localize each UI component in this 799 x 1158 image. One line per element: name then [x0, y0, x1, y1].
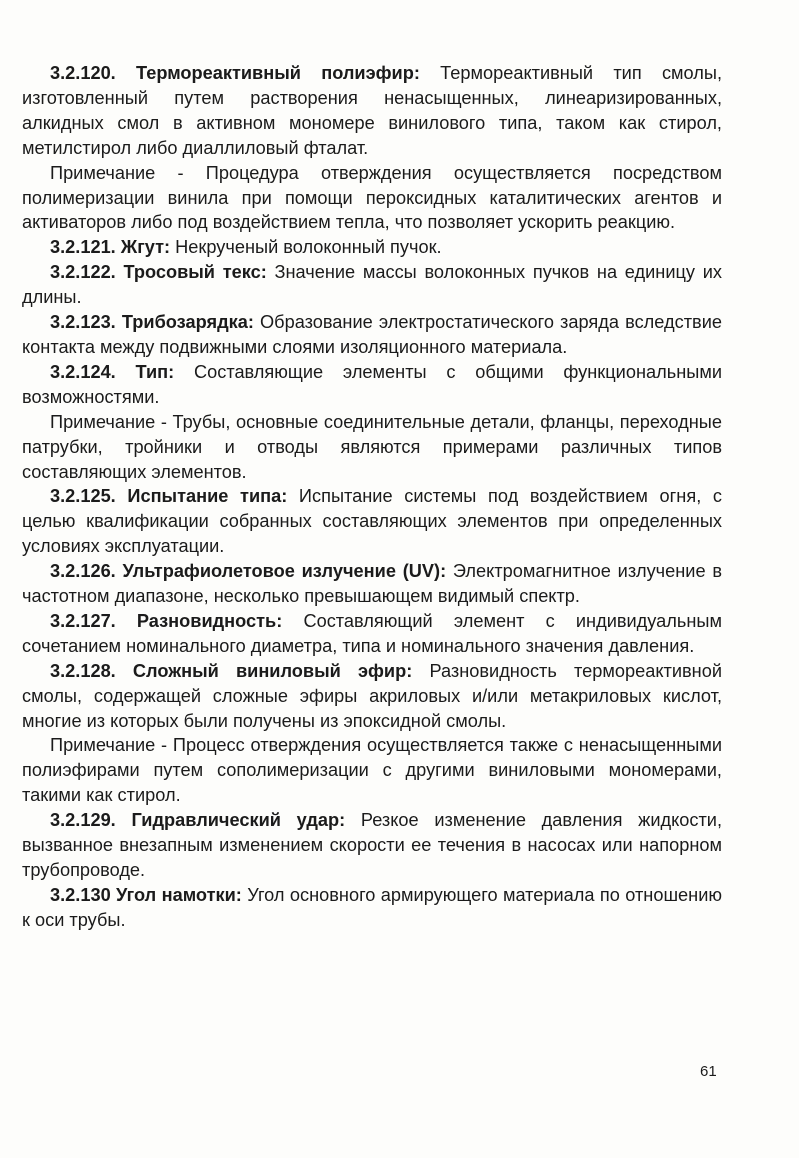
term-label: 3.2.126. Ультрафиолетовое излучение (UV):: [50, 561, 447, 582]
term-label: 3.2.130 Угол намотки:: [50, 884, 242, 905]
definition-3-2-129: [22, 808, 722, 883]
note-text: Примечание - Процедура отверждения осуществляется посредством полимеризации винила при помощи пероксидных каталитических агентов и активаторов либо под воздействием тепла, что позволяет ускорить реакцию.: [22, 162, 722, 233]
page-number: 61: [700, 1063, 717, 1080]
definition-3-2-121: [22, 235, 722, 260]
definition-3-2-128: [22, 659, 722, 734]
term-label: 3.2.120. Термореактивный полиэфир:: [50, 63, 420, 83]
term-label: 3.2.129. Гидравлический удар:: [50, 810, 346, 831]
term-label: 3.2.123. Трибозарядка:: [50, 312, 254, 333]
definition-text: Значение массы волоконных пучков на единицу их длины.: [22, 262, 722, 308]
definition-text: Резкое изменение давления жидкости, вызванное внезапным изменением скорости ее течения в насосах или напорном трубопроводе.: [22, 810, 722, 880]
definition-text: Составляющие элементы с общими функциональными возможностями.: [22, 361, 722, 407]
term-label: 3.2.124. Тип:: [50, 361, 175, 382]
note-text: Примечание - Трубы, основные соединительные детали, фланцы, переходные патрубки, тройники и отводы являются примерами различных типов составляющих элементов.: [22, 411, 722, 482]
definition-3-2-127: [22, 609, 722, 659]
term-label: 3.2.127. Разновидность:: [50, 610, 283, 631]
term-label: 3.2.125. Испытание типа:: [50, 486, 288, 507]
definition-text: Разновидность термореактивной смолы, содержащей сложные эфиры акриловых и/или метакриловых кислот, многие из которых были получены из эпоксидной смолы.: [22, 660, 722, 731]
definition-text: Некрученый волоконный пучок.: [170, 237, 442, 258]
definition-text: Электромагнитное излучение в частотном диапазоне, несколько превышающем видимый спектр.: [22, 561, 722, 607]
document-body: [22, 61, 722, 933]
definition-3-2-125: [22, 484, 722, 559]
definition-text: Образование электростатического заряда вследствие контакта между подвижными слоями изоляционного материала.: [22, 312, 722, 357]
note-paragraph: [22, 410, 722, 485]
definition-text: Термореактивный тип смолы, изготовленный путем растворения ненасыщенных, линеаризированных, алкидных смол в активном мономере винилового типа, таком как стирол, метилстирол либо диаллиловый фталат.: [22, 63, 722, 158]
note-paragraph: [22, 733, 722, 808]
term-label: 3.2.122. Тросовый текс:: [50, 262, 267, 283]
definition-3-2-126: [22, 559, 722, 609]
definition-text: Составляющий элемент с индивидуальным сочетанием номинального диаметра, типа и номинального значения давления.: [22, 610, 723, 656]
definition-3-2-122: [22, 260, 722, 310]
term-label: 3.2.121. Жгут:: [50, 237, 171, 258]
definition-3-2-130: [22, 883, 722, 933]
definition-3-2-120: [22, 61, 722, 161]
definition-text: Угол основного армирующего материала по отношению к оси трубы.: [22, 884, 722, 930]
definition-3-2-123: [22, 310, 722, 360]
note-text: Примечание - Процесс отверждения осуществляется также с ненасыщенными полиэфирами путем сополимеризации с другими виниловыми мономерами, такими как стирол.: [22, 735, 722, 806]
definition-3-2-124: [22, 360, 722, 410]
definition-text: Испытание системы под воздействием огня, с целью квалификации собранных составляющих элементов при определенных условиях эксплуатации.: [22, 486, 722, 557]
note-paragraph: [22, 161, 722, 236]
term-label: 3.2.128. Сложный виниловый эфир:: [50, 660, 413, 681]
